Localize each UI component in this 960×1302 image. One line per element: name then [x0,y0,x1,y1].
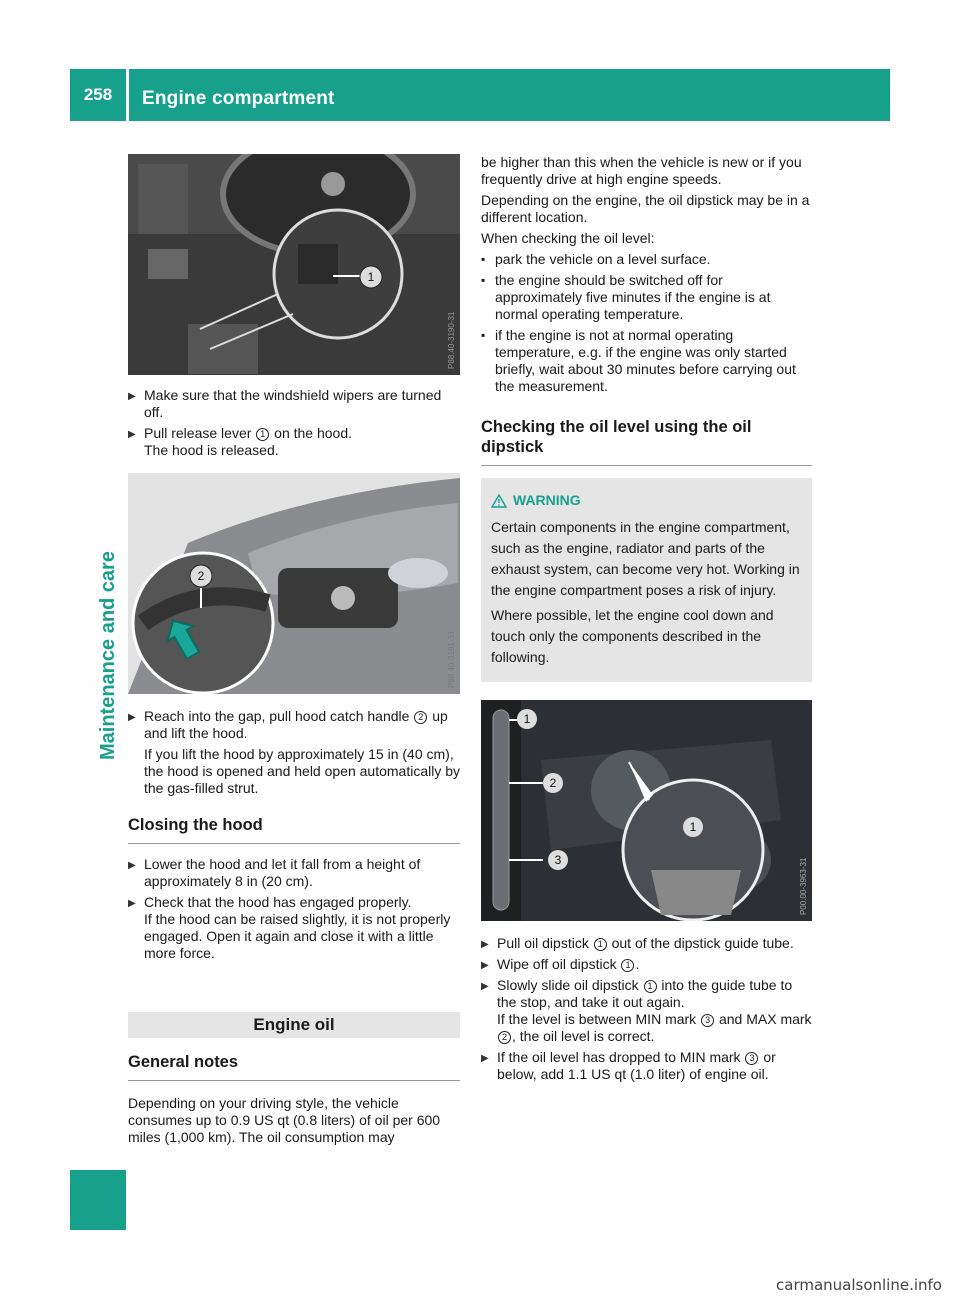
heading-general-notes: General notes [128,1052,460,1081]
svg-text:2: 2 [549,776,557,790]
bullet-level-surface: ▪ park the vehicle on a level surface. [481,251,812,268]
page-number: 258 [83,85,113,104]
heading-check-dipstick: Checking the oil level using the oil dipstick [481,417,812,466]
svg-text:3: 3 [554,853,562,867]
para-higher-consumption: be higher than this when the vehicle is new or if you frequently drive at high engine speeds. [481,154,802,187]
right-column [481,154,812,1083]
step-add-oil: ▶ If the oil level has dropped to MIN mark 3 or below, add 1.1 US qt (1.0 liter) of engine oil. [481,1049,812,1083]
svg-text:P00.00-3963-31: P00.00-3963-31 [799,857,808,915]
para-when-checking: When checking the oil level: [481,230,655,246]
header-divider [126,69,129,121]
footer-watermark-link[interactable]: carmanualsonline.info [776,1276,942,1294]
step-wipe-dipstick: ▶ Wipe off oil dipstick 1 . [481,956,812,973]
heading-closing-hood: Closing the hood [128,815,460,844]
engine-dipstick-image [481,700,812,921]
image-code: P88.40-3190-31 [447,311,456,369]
bullet-not-operating-temp: ▪ if the engine is not at normal operating temperature, e.g. if the engine was only started briefly, wait about 30 minutes before carrying out the measurement. [481,327,812,395]
step-slide-dipstick: ▶ Slowly slide oil dipstick 1 into the guide tube to the stop, and take it out again. If the level is between MIN mark 3 and MAX mark 2 , the oil level is correct. [481,977,812,1045]
left-column [128,154,460,1146]
warning-triangle-icon [491,494,507,508]
hood-catch-image [128,473,460,694]
marker-1: 1 [256,428,269,441]
section-side-label: Maintenance and care [97,551,119,760]
para-check-hood: If the hood can be raised slightly, it is not properly engaged. Open it again and close it with a little more force. [144,911,451,961]
section-side-tab [70,1170,126,1230]
para-general-notes: Depending on your driving style, the vehicle consumes up to 0.9 US qt (0.8 liters) of oil per 600 miles (1,000 km). The oil consumption may [128,1095,441,1145]
dashboard-release-lever-image [128,154,460,375]
warning-heading: WARNING [491,490,804,511]
svg-text:1: 1 [367,270,375,284]
step-reach-gap: ▶ Reach into the gap, pull hood catch handle 2 up and lift the hood. [128,708,460,742]
page-title: Engine compartment [142,88,335,109]
step-lower-hood: ▶ Lower the hood and let it fall from a height of approximately 8 in (20 cm). [128,856,460,890]
step-pull-dipstick: ▶ Pull oil dipstick 1 out of the dipstick guide tube. [481,935,812,952]
warning-text-1: Certain components in the engine compartment, such as the engine, radiator and parts of the exhaust system, can become very hot. Working in the engine compartment poses a risk of injury. [491,519,800,598]
svg-text:P88.40-3191-31: P88.40-3191-31 [447,630,456,688]
warning-box [481,478,812,682]
svg-text:1: 1 [689,820,697,834]
heading-engine-oil: Engine oil [128,1012,460,1038]
svg-text:1: 1 [523,712,531,726]
warning-text-2: Where possible, let the engine cool down and touch only the components described in the following. [491,607,774,665]
svg-text:2: 2 [197,569,205,583]
para-lift-hood: If you lift the hood by approximately 15 in (40 cm), the hood is opened and held open automatically by the gas-filled strut. [144,746,461,796]
bullet-engine-off: ▪ the engine should be switched off for approximately five minutes if the engine is at normal operating temperature. [481,272,812,323]
step-wipers: ▶ Make sure that the windshield wipers are turned off. [128,387,460,421]
step-check-hood: ▶ Check that the hood has engaged properly. [128,894,460,911]
step-pull-lever: ▶ Pull release lever 1 on the hood. The hood is released. [128,425,460,459]
para-dipstick-location: Depending on the engine, the oil dipstick may be in a different location. [481,192,810,225]
